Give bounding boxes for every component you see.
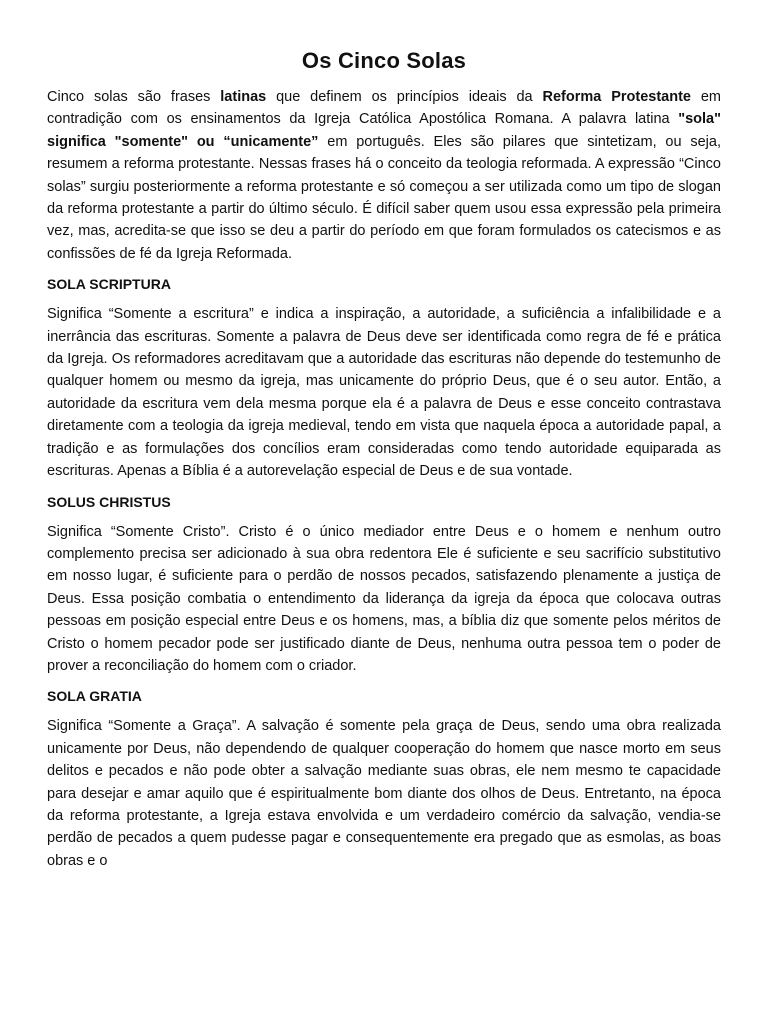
intro-text-1: Cinco solas são frases <box>47 89 221 105</box>
intro-bold-reforma: Reforma Protestante <box>542 89 691 105</box>
section-text-sola-scriptura: Significa “Somente a escritura” e indica a inspiração, a autoridade, a suficiência a infalibilidade e a inerrância das escrituras. Somente a palavra de Deus deve ser identificada como regra de fé e prática da Igreja. Os reformadores acreditavam que a autoridade das escrituras não depende do testemunho de qualquer homem ou mesmo da igreja, mas unicamente do próprio Deus, que é o seu autor. Então, a autoridade da escritura vem dela mesma porque ela é a palavra de Deus e esse conceito contrastava diretamente com a teologia da igreja medieval, tendo em vista que naquela época a autoridade papal, a tradição e as formulações dos concílios eram consideradas como tendo autoridade equiparada as escrituras. Apenas a Bíblia é a autorevelação especial de Deus e de sua vontade. <box>47 306 721 480</box>
document-page <box>47 44 721 872</box>
section-heading-solus-christus: SOLUS CHRISTUS <box>47 493 171 510</box>
section-heading-sola-gratia: SOLA GRATIA <box>47 688 142 705</box>
section-text-solus-christus: Significa “Somente Cristo”. Cristo é o único mediador entre Deus e o homem e nenhum outro complemento precisa ser adicionado à sua obra redentora Ele é suficiente e seu sacrifício substitutivo em nosso lugar, é suficiente para o perdão de nossos pecados, satisfazendo plenamente a justiça de Deus. Essa posição combatia o entendimento da liderança da igreja da época que colocava outras pessoas em posição especial entre Deus e os homens, mas, a bíblia diz que somente pelos méritos de Cristo o homem pecador pode ser justificado diante de Deus, nenhuma outra pessoa tem o poder de prover a reconciliação do homem com o criador. <box>47 523 721 674</box>
intro-text-2: que definem os princípios ideais da <box>266 89 543 105</box>
section-text-sola-gratia: Significa “Somente a Graça”. A salvação é somente pela graça de Deus, sendo uma obra realizada unicamente por Deus, não dependendo de qualquer cooperação do homem que nasce morto em seus delitos e pecados e não pode obter a salvação mediante suas obras, ele nem mesmo te capacidade para desejar e amar aquilo que é espiritualmente bom diante dos olhos de Deus. Entretanto, na época da reforma protestante, a Igreja estava envolvida e um verdadeiro comércio da salvação, vendia-se perdão de pecados a quem pudesse pagar e consequentemente era pregado que as esmolas, as boas obras e o <box>47 718 721 869</box>
intro-bold-latinas: latinas <box>220 89 267 105</box>
intro-text-3: em contradição com os ensinamentos da Igreja Católica Apostólica Romana. A palavra latina <box>47 89 721 128</box>
section-heading-sola-scriptura: SOLA SCRIPTURA <box>47 276 171 293</box>
intro-bold-sola: "sola" significa "somente" ou “unicamente” <box>47 111 721 150</box>
intro-text-4: em português. Eles são pilares que sintetizam, ou seja, resumem a reforma protestante. Nessas frases há o conceito da teologia reformada. A expressão “Cinco solas” surgiu posteriormente a reforma protestante e só começou a ser utilizada como um tipo de slogan da reforma protestante a partir do último século. É difícil saber quem usou essa expressão pela primeira vez, mas, acredita-se que isso se deu a partir do período em que foram formulados os catecismos e as confissões de fé da Igreja Reformada. <box>47 133 721 262</box>
page-title: Os Cinco Solas <box>301 48 467 73</box>
intro-paragraph <box>47 86 721 265</box>
